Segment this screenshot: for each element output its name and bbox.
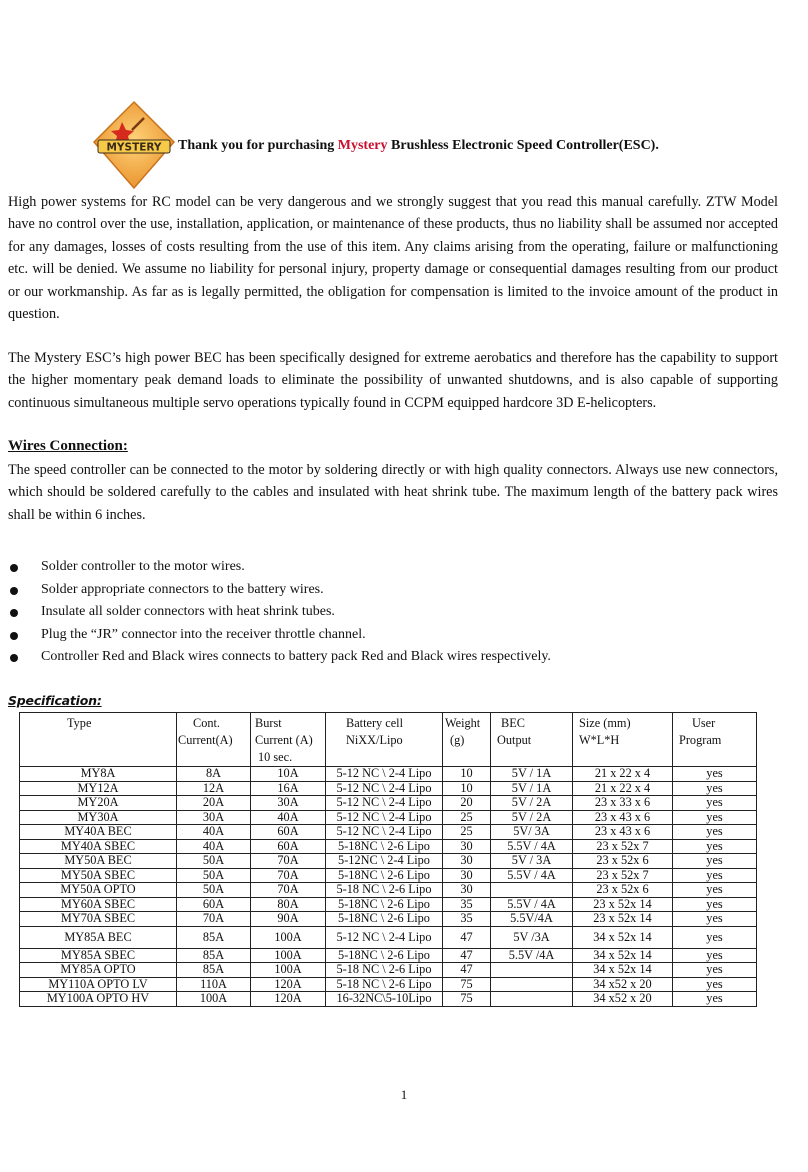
list-item: Controller Red and Black wires connects to battery pack Red and Black wires respectively. <box>8 646 778 669</box>
table-row <box>20 883 757 898</box>
col-size: Size (mm) W*L*H <box>573 713 673 767</box>
cell-burst: 70A <box>251 868 326 883</box>
cell-burst: 16A <box>251 781 326 796</box>
cell-burst: 70A <box>251 854 326 869</box>
cell-size: 23 x 52x 14 <box>573 897 673 912</box>
cell-cont: 30A <box>177 810 251 825</box>
intro-paragraph-2: The Mystery ESC’s high power BEC has been specifically designed for extreme aerobatics and therefore has the capability to support the higher momentary peak demand loads to eliminate the possibility of unwanted shutdowns, and is also capable of supporting continuous simultaneous multiple servo operations typically found in CCPM equipped hardcore 3D E-helicopters. <box>8 350 778 411</box>
cell-type: MY8A <box>20 767 177 782</box>
cell-size: 23 x 52x 7 <box>573 839 673 854</box>
cell-type: MY70A SBEC <box>20 912 177 927</box>
cell-weight: 35 <box>443 897 491 912</box>
cell-program: yes <box>673 948 757 963</box>
cell-bec: 5V / 2A <box>491 796 573 811</box>
cell-burst: 10A <box>251 767 326 782</box>
cell-type: MY20A <box>20 796 177 811</box>
cell-cont: 50A <box>177 883 251 898</box>
cell-battery: 5-12 NC \ 2-4 Lipo <box>326 926 443 948</box>
cell-bec <box>491 992 573 1007</box>
cell-burst: 90A <box>251 912 326 927</box>
cell-bec: 5.5V / 4A <box>491 897 573 912</box>
cell-cont: 50A <box>177 868 251 883</box>
col-weight: Weight (g) <box>443 713 491 767</box>
bullet-icon <box>10 564 18 572</box>
cell-bec: 5V / 3A <box>491 854 573 869</box>
cell-size: 23 x 52x 7 <box>573 868 673 883</box>
cell-burst: 100A <box>251 926 326 948</box>
cell-size: 23 x 52x 6 <box>573 854 673 869</box>
bullet-icon <box>10 632 18 640</box>
cell-weight: 25 <box>443 825 491 840</box>
table-row <box>20 767 757 782</box>
cell-burst: 70A <box>251 883 326 898</box>
cell-burst: 30A <box>251 796 326 811</box>
cell-bec: 5.5V/4A <box>491 912 573 927</box>
cell-burst: 40A <box>251 810 326 825</box>
cell-battery: 5-12 NC \ 2-4 Lipo <box>326 825 443 840</box>
cell-burst: 120A <box>251 992 326 1007</box>
list-item: Solder appropriate connectors to the battery wires. <box>8 579 778 602</box>
cell-cont: 85A <box>177 926 251 948</box>
cell-program: yes <box>673 897 757 912</box>
cell-type: MY50A OPTO <box>20 883 177 898</box>
cell-type: MY12A <box>20 781 177 796</box>
cell-program: yes <box>673 810 757 825</box>
cell-cont: 100A <box>177 992 251 1007</box>
cell-cont: 40A <box>177 825 251 840</box>
cell-cont: 8A <box>177 767 251 782</box>
brand-name: Mystery <box>337 138 388 153</box>
cell-battery: 5-18NC \ 2-6 Lipo <box>326 839 443 854</box>
table-row <box>20 963 757 978</box>
cell-size: 21 x 22 x 4 <box>573 767 673 782</box>
cell-burst: 80A <box>251 897 326 912</box>
table-row <box>20 912 757 927</box>
cell-size: 34 x 52x 14 <box>573 926 673 948</box>
table-row <box>20 868 757 883</box>
cell-bec: 5V/ 3A <box>491 825 573 840</box>
logo-text: MYSTERY <box>106 141 162 154</box>
cell-size: 23 x 43 x 6 <box>573 825 673 840</box>
cell-battery: 5-12 NC \ 2-4 Lipo <box>326 767 443 782</box>
cell-bec <box>491 977 573 992</box>
cell-size: 23 x 52x 14 <box>573 912 673 927</box>
cell-battery: 5-18NC \ 2-6 Lipo <box>326 897 443 912</box>
cell-size: 34 x52 x 20 <box>573 992 673 1007</box>
cell-type: MY85A SBEC <box>20 948 177 963</box>
col-cont-current: Cont. Current(A) <box>177 713 251 767</box>
table-row <box>20 810 757 825</box>
list-item: Insulate all solder connectors with heat shrink tubes. <box>8 601 778 624</box>
table-row <box>20 854 757 869</box>
cell-cont: 20A <box>177 796 251 811</box>
cell-cont: 85A <box>177 963 251 978</box>
table-row <box>20 825 757 840</box>
cell-program: yes <box>673 796 757 811</box>
cell-cont: 50A <box>177 854 251 869</box>
col-battery-cell: Battery cell NiXX/Lipo <box>326 713 443 767</box>
col-user-program: User Program <box>673 713 757 767</box>
cell-bec <box>491 963 573 978</box>
cell-program: yes <box>673 926 757 948</box>
cell-weight: 47 <box>443 963 491 978</box>
table-row <box>20 839 757 854</box>
cell-type: MY50A SBEC <box>20 868 177 883</box>
cell-program: yes <box>673 912 757 927</box>
cell-battery: 5-18 NC \ 2-6 Lipo <box>326 977 443 992</box>
cell-weight: 47 <box>443 926 491 948</box>
col-type: Type <box>20 713 177 767</box>
specification-heading: Specification: <box>8 693 102 708</box>
table-row <box>20 926 757 948</box>
table-row <box>20 796 757 811</box>
cell-size: 23 x 33 x 6 <box>573 796 673 811</box>
cell-size: 21 x 22 x 4 <box>573 781 673 796</box>
header <box>92 100 782 192</box>
table-row <box>20 948 757 963</box>
page-number: 1 <box>400 1087 408 1102</box>
specification-rows <box>20 767 757 1007</box>
col-bec-output: BEC Output <box>491 713 573 767</box>
cell-cont: 12A <box>177 781 251 796</box>
cell-battery: 5-18NC \ 2-6 Lipo <box>326 868 443 883</box>
cell-burst: 120A <box>251 977 326 992</box>
cell-battery: 16-32NC\5-10Lipo <box>326 992 443 1007</box>
cell-burst: 100A <box>251 948 326 963</box>
cell-cont: 85A <box>177 948 251 963</box>
wiring-steps-list <box>8 556 778 669</box>
cell-type: MY30A <box>20 810 177 825</box>
cell-cont: 110A <box>177 977 251 992</box>
intro-paragraph-1: High power systems for RC model can be very dangerous and we strongly suggest that you read this manual carefully. ZTW Model have no control over the use, installation, application, or maintenance of these products, thus no liability shall be assumed nor accepted for any damages, losses of costs resulting from the use of this item. Any claims arising from the operating, failure or malfunctioning etc. will be denied. We assume no liability for personal injury, property damage or consequential damages resulting from our product or our workmanship. As far as is legally permitted, the obligation for compensation is limited to the invoice amount of the product in question. <box>8 194 778 323</box>
cell-program: yes <box>673 781 757 796</box>
cell-type: MY85A BEC <box>20 926 177 948</box>
table-row <box>20 992 757 1007</box>
cell-bec: 5.5V / 4A <box>491 868 573 883</box>
cell-type: MY110A OPTO LV <box>20 977 177 992</box>
cell-program: yes <box>673 839 757 854</box>
cell-program: yes <box>673 868 757 883</box>
cell-program: yes <box>673 825 757 840</box>
table-row <box>20 897 757 912</box>
cell-battery: 5-12 NC \ 2-4 Lipo <box>326 781 443 796</box>
cell-weight: 47 <box>443 948 491 963</box>
cell-battery: 5-12 NC \ 2-4 Lipo <box>326 796 443 811</box>
cell-battery: 5-18 NC \ 2-6 Lipo <box>326 963 443 978</box>
bullet-icon <box>10 587 18 595</box>
cell-size: 23 x 52x 6 <box>573 883 673 898</box>
cell-weight: 10 <box>443 781 491 796</box>
cell-weight: 10 <box>443 767 491 782</box>
cell-bec: 5V / 1A <box>491 767 573 782</box>
cell-program: yes <box>673 992 757 1007</box>
cell-type: MY85A OPTO <box>20 963 177 978</box>
cell-battery: 5-18NC \ 2-6 Lipo <box>326 948 443 963</box>
cell-cont: 40A <box>177 839 251 854</box>
specification-table <box>19 712 757 1007</box>
cell-program: yes <box>673 854 757 869</box>
cell-burst: 100A <box>251 963 326 978</box>
cell-battery: 5-12NC \ 2-4 Lipo <box>326 854 443 869</box>
table-header-row <box>20 713 757 767</box>
cell-size: 34 x 52x 14 <box>573 963 673 978</box>
cell-program: yes <box>673 767 757 782</box>
cell-weight: 20 <box>443 796 491 811</box>
cell-weight: 75 <box>443 992 491 1007</box>
cell-type: MY100A OPTO HV <box>20 992 177 1007</box>
cell-cont: 60A <box>177 897 251 912</box>
cell-weight: 35 <box>443 912 491 927</box>
cell-program: yes <box>673 977 757 992</box>
wires-paragraph: The speed controller can be connected to the motor by soldering directly or with high quality connectors. Always use new connectors, which should be soldered carefully to the cables and insulated with heat shrink tube. The maximum length of the battery pack wires shall be within 6 inches. <box>8 462 778 523</box>
cell-bec: 5.5V / 4A <box>491 839 573 854</box>
mystery-logo <box>92 100 176 190</box>
cell-bec <box>491 883 573 898</box>
cell-type: MY50A BEC <box>20 854 177 869</box>
cell-burst: 60A <box>251 825 326 840</box>
cell-bec: 5V /3A <box>491 926 573 948</box>
table-row <box>20 977 757 992</box>
cell-weight: 30 <box>443 868 491 883</box>
page-title: Thank you for purchasing Mystery Brushless Electronic Speed Controller(ESC). <box>178 138 659 153</box>
cell-battery: 5-12 NC \ 2-4 Lipo <box>326 810 443 825</box>
bullet-icon <box>10 654 18 662</box>
cell-weight: 75 <box>443 977 491 992</box>
cell-weight: 30 <box>443 883 491 898</box>
cell-size: 34 x 52x 14 <box>573 948 673 963</box>
cell-program: yes <box>673 963 757 978</box>
cell-size: 34 x52 x 20 <box>573 977 673 992</box>
cell-weight: 30 <box>443 854 491 869</box>
col-burst-current: Burst Current (A) 10 sec. <box>251 713 326 767</box>
list-item: Plug the “JR” connector into the receiver throttle channel. <box>8 624 778 647</box>
cell-bec: 5.5V /4A <box>491 948 573 963</box>
list-item: Solder controller to the motor wires. <box>8 556 778 579</box>
wires-connection-heading: Wires Connection: <box>8 438 128 454</box>
bullet-icon <box>10 609 18 617</box>
cell-weight: 30 <box>443 839 491 854</box>
cell-program: yes <box>673 883 757 898</box>
cell-bec: 5V / 1A <box>491 781 573 796</box>
cell-battery: 5-18 NC \ 2-6 Lipo <box>326 883 443 898</box>
cell-size: 23 x 43 x 6 <box>573 810 673 825</box>
cell-weight: 25 <box>443 810 491 825</box>
cell-battery: 5-18NC \ 2-6 Lipo <box>326 912 443 927</box>
table-row <box>20 781 757 796</box>
cell-bec: 5V / 2A <box>491 810 573 825</box>
cell-burst: 60A <box>251 839 326 854</box>
cell-type: MY40A SBEC <box>20 839 177 854</box>
cell-cont: 70A <box>177 912 251 927</box>
cell-type: MY60A SBEC <box>20 897 177 912</box>
cell-type: MY40A BEC <box>20 825 177 840</box>
